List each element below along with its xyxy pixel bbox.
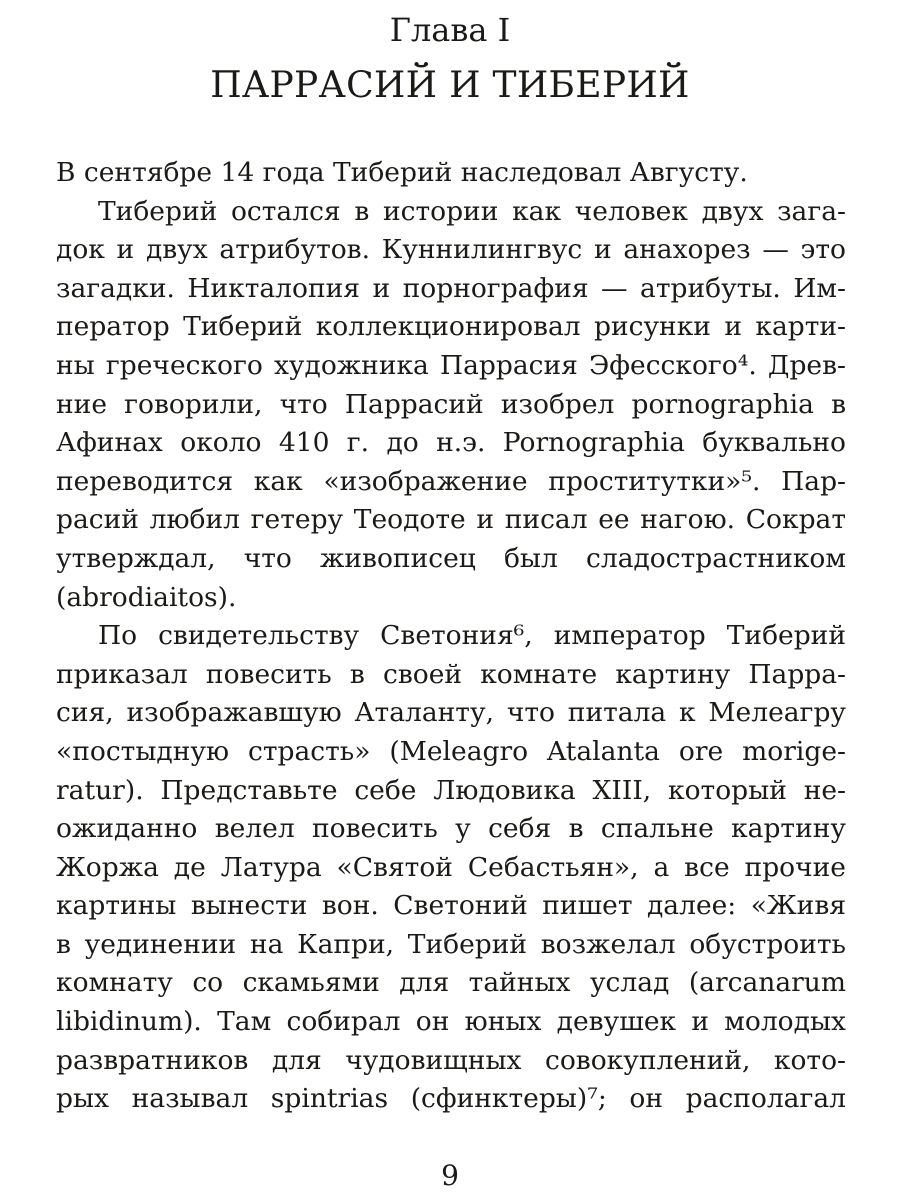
text-line: В сентябре 14 года Тиберий наследовал Августу. [56,157,748,188]
text-line: сия, изображавшую Аталанту, что питала к Мелеагру [56,697,846,729]
text-line: картины вынести вон. Светоний пишет далее: «Живя [56,890,846,922]
text-line: Жоржа де Латура «Святой Себастьян», а все прочие [56,851,846,883]
text-line: рых называл spintrias (сфинктеры)⁷; он располагал [56,1083,846,1115]
body-text [56,154,846,1119]
text-line: ператор Тиберий коллекционировал рисунки и карти- [56,311,846,343]
chapter-label: Глава I [389,11,511,49]
text-line: док и двух атрибутов. Куннилингвус и анахорез — это [56,234,846,266]
text-line: развратников для чудовищных совокуплений, кото- [56,1044,846,1076]
chapter-title: ПАРРАСИЙ И ТИБЕРИЙ [210,65,690,106]
text-line: Афинах около 410 г. до н.э. Pornographia буквально [56,427,846,459]
text-line: загадки. Никталопия и порнография — атрибуты. Им- [56,272,846,304]
text-line: утверждал, что живописец был сладострастником [56,542,846,574]
text-line: приказал повесить в своей комнате картину Парра- [56,658,846,690]
text-line: ratur). Представьте себе Людовика XIII, который не- [56,774,846,806]
page-number: 9 [441,1159,459,1192]
text-line: (abrodiaitos). [56,581,237,613]
text-line: комнату со скамьями для тайных услад (arcanarum [56,967,846,999]
text-line: libidinum). Там собирал он юных девушек и молодых [56,1006,846,1038]
text-line: переводится как «изображение проститутки»⁵. Пар- [56,465,846,497]
text-line: «постыдную страсть» (Meleagro Atalanta ore morige- [56,735,846,767]
text-line: расий любил гетеру Теодоте и писал ее нагою. Сократ [56,504,846,536]
text-line: в уединении на Капри, Тиберий возжелал обустроить [56,928,846,960]
text-line: ожиданно велел повесить у себя в спальне картину [56,813,846,845]
text-line: ние говорили, что Паррасий изобрел pornographia в [56,388,846,420]
text-line: Тиберий остался в истории как человек двух зага- [98,195,846,227]
text-line: По свидетельству Светония⁶, император Тиберий [98,620,846,652]
text-line: ны греческого художника Паррасия Эфесского⁴. Древ- [56,349,846,381]
